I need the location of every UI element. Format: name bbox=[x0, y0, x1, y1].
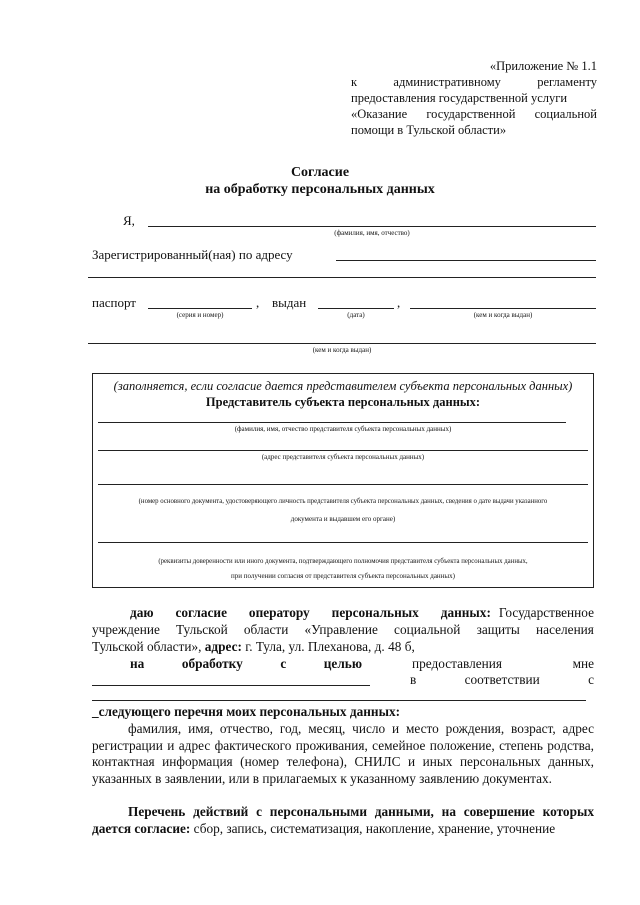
address-line-2[interactable] bbox=[88, 277, 596, 278]
rep-fio-caption: (фамилия, имя, отчество представителя субъекта персональных данных) bbox=[234, 425, 452, 433]
representative-box bbox=[92, 373, 594, 588]
title-line-1: Согласие bbox=[290, 165, 350, 180]
header-line-1: «Приложение № 1.1 bbox=[489, 59, 597, 73]
representative-note: (заполняется, если согласие дается представителем субъекта персональных данных) bbox=[113, 379, 573, 393]
rep-address-line[interactable] bbox=[98, 450, 588, 451]
passport-label: паспорт bbox=[92, 295, 136, 310]
issued-by-caption-2: (кем и когда выдан) bbox=[312, 346, 372, 354]
passport-series-line[interactable] bbox=[148, 308, 252, 309]
rep-power-caption-2: при получении согласия от представителя субъекта персональных данных) bbox=[231, 572, 455, 580]
address-line-1[interactable] bbox=[336, 260, 596, 261]
fio-caption: (фамилия, имя, отчество) bbox=[334, 229, 410, 237]
issued-by-line[interactable] bbox=[410, 308, 596, 309]
rep-doc-caption-2: документа и выдавшем его органе) bbox=[290, 515, 396, 523]
rep-doc-caption-1: (номер основного документа, удостоверяющего личность представителя субъекта персональных данных, сведения о дате выдачи указанного bbox=[138, 498, 548, 505]
rep-fio-line[interactable] bbox=[98, 422, 566, 423]
consent-line-2: учреждение Тульской области «Управление социальной защиты населения bbox=[92, 622, 594, 637]
header-line-5: помощи в Тульской области» bbox=[351, 123, 507, 137]
header-line-4: «Оказание государственной социальной bbox=[351, 107, 597, 121]
actions-paragraph: Перечень действий с персональными данными, на совершение которых дается согласие: сбор, запись, систематизация, накопление, хранение, уточнение bbox=[92, 804, 594, 836]
consent-line-6: _следующего перечня моих персональных данных: bbox=[92, 704, 401, 719]
series-caption: (серия и номер) bbox=[176, 311, 224, 319]
consent-line-1: даю согласие оператору персональных данных: Государственное bbox=[130, 605, 594, 620]
issued-by-line-2[interactable] bbox=[88, 343, 596, 344]
header-line-3: предоставления государственной услуги bbox=[351, 91, 568, 105]
header-line-2: к административному регламенту bbox=[351, 75, 597, 89]
rep-power-line[interactable] bbox=[98, 542, 588, 543]
fio-line[interactable] bbox=[148, 226, 596, 227]
address-label: Зарегистрированный(ная) по адресу bbox=[92, 247, 293, 262]
date-line[interactable] bbox=[318, 308, 394, 309]
basis-line[interactable] bbox=[92, 700, 586, 701]
representative-heading: Представитель субъекта персональных данных: bbox=[205, 395, 481, 409]
rep-power-caption-1: (реквизиты доверенности или иного документа, подтверждающего полномочия представителя субъекта персональных данных, bbox=[158, 558, 528, 565]
comma-1: , bbox=[256, 295, 260, 310]
comma-2: , bbox=[397, 295, 401, 310]
consent-line-4: на обработку с целью предоставления мне bbox=[130, 656, 594, 671]
rep-doc-line[interactable] bbox=[98, 484, 588, 485]
consent-line-3: Тульской области», адрес: г. Тула, ул. Плеханова, д. 48 б, bbox=[92, 639, 415, 654]
consent-line-5: в соответствии с bbox=[410, 672, 594, 687]
title-line-2: на обработку персональных данных bbox=[205, 182, 435, 197]
ya-label: Я, bbox=[123, 213, 135, 228]
issued-by-caption: (кем и когда выдан) bbox=[473, 311, 533, 319]
purpose-line[interactable] bbox=[92, 685, 370, 686]
date-caption: (дата) bbox=[347, 311, 365, 319]
issued-label: выдан bbox=[272, 295, 307, 310]
rep-address-caption: (адрес представителя субъекта персональных данных) bbox=[261, 453, 425, 461]
personal-data-list: фамилия, имя, отчество, год, месяц, число и место рождения, возраст, адрес регистрации и адрес фактического проживания, семейное положение, степень родства, контактная информация (номер телефона), СНИЛС и иных персональных данных, указанных в заявлении, или в прилагаемых к указанному заявлению документах. bbox=[92, 721, 594, 786]
